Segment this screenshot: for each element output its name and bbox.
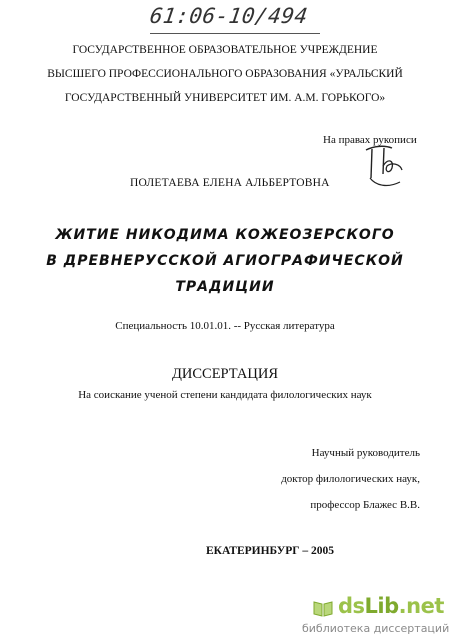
logo-net: .net: [398, 594, 444, 618]
institution-line-3: ГОСУДАРСТВЕННЫЙ УНИВЕРСИТЕТ ИМ. А.М. ГОРЬКОГО»: [64, 92, 386, 104]
title-line-1: ЖИТИЕ НИКОДИМА КОЖЕОЗЕРСКОГО: [55, 227, 395, 243]
supervisor-degree: доктор филологических наук,: [281, 473, 420, 485]
dissertation-title: [0, 222, 450, 300]
author-signature: [362, 140, 408, 192]
document-type-heading: ДИССЕРТАЦИЯ: [171, 366, 279, 382]
catalog-number-underline: [150, 33, 320, 34]
dslib-watermark: [298, 594, 450, 641]
scientific-supervisor: [281, 440, 420, 518]
institution-line-2: ВЫСШЕГО ПРОФЕССИОНАЛЬНОГО ОБРАЗОВАНИЯ «УРАЛЬСКИЙ: [47, 68, 403, 80]
book-icon: [312, 598, 334, 618]
supervisor-name: профессор Блажес В.В.: [310, 499, 420, 511]
logo-ds: ds: [338, 594, 365, 618]
title-line-2: В ДРЕВНЕРУССКОЙ АГИОГРАФИЧЕСКОЙ ТРАДИЦИИ: [46, 253, 404, 295]
degree-purpose: На соискание ученой степени кандидата филологических наук: [78, 389, 372, 401]
logo-lib: Lib: [364, 594, 399, 618]
institution-header: [0, 38, 450, 110]
supervisor-role: Научный руководитель: [311, 447, 420, 459]
institution-line-1: ГОСУДАРСТВЕННОЕ ОБРАЗОВАТЕЛЬНОЕ УЧРЕЖДЕНИЕ: [72, 44, 378, 56]
specialty-line: Специальность 10.01.01. -- Русская литература: [115, 320, 335, 332]
handwritten-catalog-number: 61:06-10/494: [148, 4, 310, 28]
manuscript-rights-note: На правах рукописи: [323, 134, 417, 146]
city-and-year: ЕКАТЕРИНБУРГ – 2005: [206, 545, 335, 557]
author-name: ПОЛЕТАЕВА ЕЛЕНА АЛЬБЕРТОВНА: [130, 177, 330, 189]
dslib-logo: [338, 594, 444, 618]
dslib-tagline: библиотека диссертаций: [302, 622, 450, 635]
